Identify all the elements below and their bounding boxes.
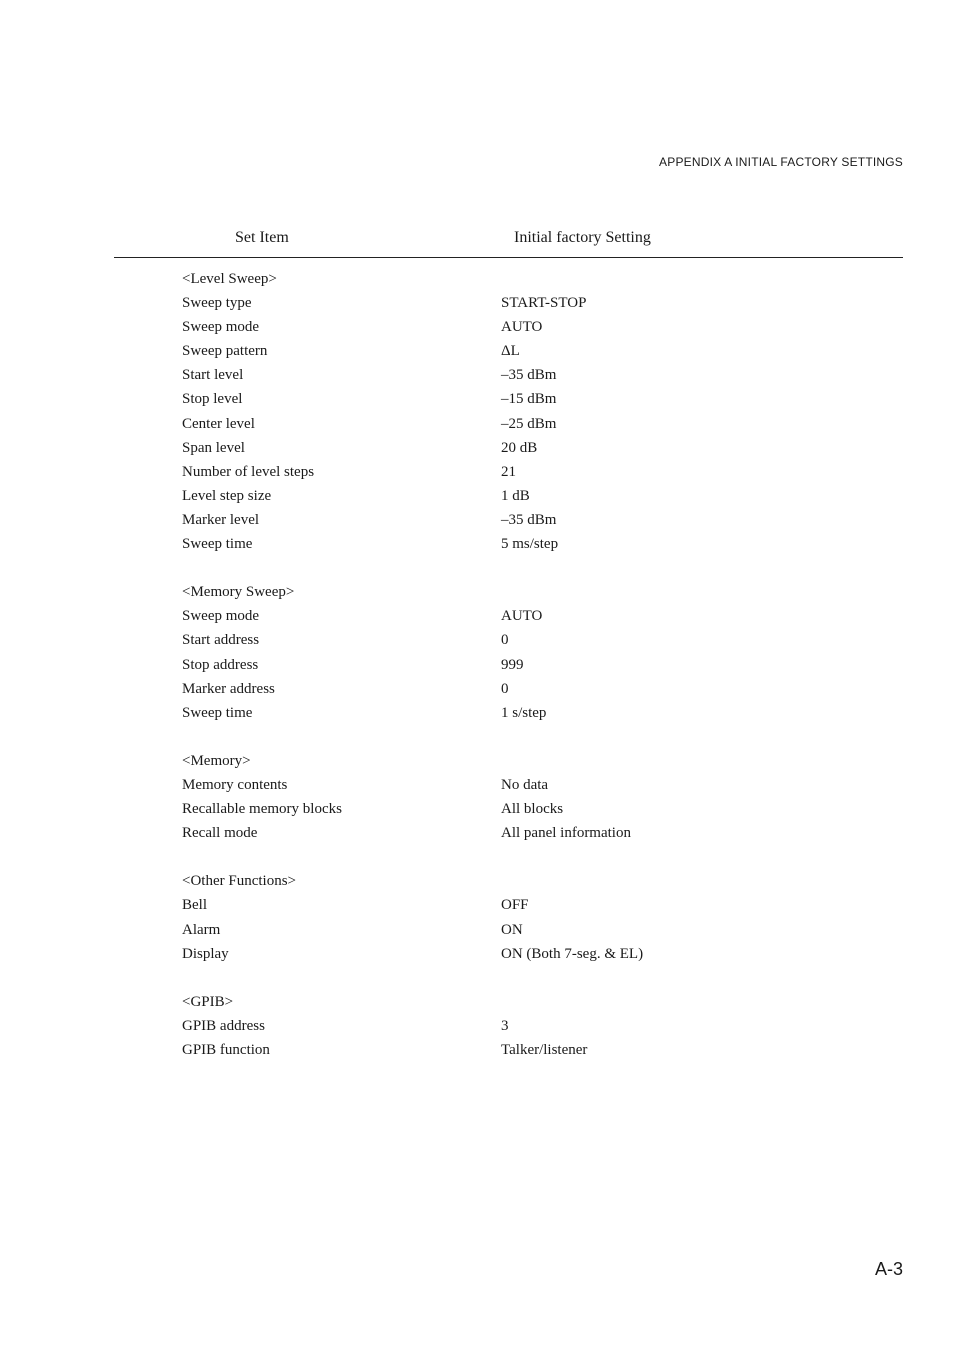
table-row: [0, 339, 954, 363]
set-item-label: Marker level: [182, 511, 260, 528]
section-heading: <Other Functions>: [182, 873, 296, 890]
set-item-label: Sweep time: [182, 704, 253, 721]
setting-value: ON: [501, 921, 523, 938]
set-item-label: Memory contents: [182, 776, 288, 793]
table-row: [0, 821, 954, 845]
setting-value: 0: [501, 632, 509, 649]
setting-value: ON (Both 7-seg. & EL): [501, 945, 644, 962]
table-row: [0, 460, 954, 484]
spacer-row: [0, 556, 954, 580]
table-row: [0, 363, 954, 387]
setting-value: 21: [501, 463, 516, 480]
table-row: [0, 387, 954, 411]
set-item-label: Center level: [182, 415, 255, 432]
section-heading-row: [0, 990, 954, 1014]
section-heading-row: [0, 267, 954, 291]
table-row: [0, 797, 954, 821]
table-row: [0, 604, 954, 628]
setting-value: All panel information: [501, 825, 631, 842]
set-item-label: Start address: [182, 632, 260, 649]
set-item-label: Span level: [182, 439, 245, 456]
section-heading: <Level Sweep>: [182, 271, 277, 287]
setting-value: Talker/listener: [501, 1042, 588, 1058]
set-item-label: Sweep type: [182, 295, 252, 312]
setting-value: 20 dB: [501, 439, 538, 456]
setting-value: 1 dB: [501, 487, 530, 504]
settings-table: [0, 267, 954, 1062]
section-heading-row: [0, 869, 954, 893]
table-row: [0, 893, 954, 917]
table-row: [0, 1014, 954, 1038]
table-row: [0, 508, 954, 532]
setting-value: –25 dBm: [501, 415, 557, 432]
set-item-label: Number of level steps: [182, 463, 315, 480]
table-row: [0, 677, 954, 701]
setting-value: –35 dBm: [501, 367, 557, 384]
set-item-label: GPIB function: [182, 1042, 270, 1058]
section-heading: <GPIB>: [182, 993, 234, 1010]
setting-value: ΔL: [501, 343, 520, 360]
spacer-row: [0, 725, 954, 749]
table-row: [0, 315, 954, 339]
setting-value: –35 dBm: [501, 511, 557, 528]
spacer-row: [0, 845, 954, 869]
set-item-label: Sweep mode: [182, 608, 260, 625]
set-item-label: Stop level: [182, 391, 243, 408]
table-row: [0, 1038, 954, 1062]
setting-value: 5 ms/step: [501, 536, 559, 553]
setting-value: All blocks: [501, 801, 564, 818]
setting-value: 1 s/step: [501, 704, 547, 721]
set-item-label: Display: [182, 945, 229, 962]
running-head: APPENDIX A INITIAL FACTORY SETTINGS: [659, 155, 903, 169]
setting-value: 3: [501, 1017, 509, 1034]
setting-value: OFF: [501, 897, 529, 914]
table-row: [0, 628, 954, 652]
column-header-set-item: Set Item: [235, 229, 289, 246]
setting-value: START-STOP: [501, 295, 587, 312]
setting-value: AUTO: [501, 319, 543, 336]
table-row: [0, 773, 954, 797]
set-item-label: Start level: [182, 367, 244, 384]
setting-value: No data: [501, 776, 549, 793]
section-heading-row: [0, 580, 954, 604]
set-item-label: Bell: [182, 897, 207, 914]
set-item-label: Stop address: [182, 656, 259, 673]
table-row: [0, 942, 954, 966]
column-header-initial-setting: Initial factory Setting: [514, 229, 651, 246]
setting-value: AUTO: [501, 608, 543, 625]
table-row: [0, 701, 954, 725]
header-rule: [114, 257, 903, 258]
set-item-label: Alarm: [182, 921, 221, 938]
section-heading-row: [0, 749, 954, 773]
table-row: [0, 436, 954, 460]
section-heading: <Memory>: [182, 752, 251, 769]
set-item-label: Sweep pattern: [182, 343, 268, 360]
set-item-label: Sweep mode: [182, 319, 260, 336]
set-item-label: Marker address: [182, 680, 275, 697]
table-row: [0, 484, 954, 508]
table-row: [0, 412, 954, 436]
set-item-label: Level step size: [182, 487, 272, 504]
set-item-label: Sweep time: [182, 536, 253, 553]
table-row: [0, 291, 954, 315]
section-heading: <Memory Sweep>: [182, 584, 295, 601]
set-item-label: Recall mode: [182, 825, 258, 842]
page-number: A-3: [874, 1259, 903, 1279]
setting-value: –15 dBm: [501, 391, 557, 408]
table-row: [0, 918, 954, 942]
set-item-label: GPIB address: [182, 1017, 265, 1034]
set-item-label: Recallable memory blocks: [182, 801, 342, 818]
setting-value: 0: [501, 680, 509, 697]
table-row: [0, 653, 954, 677]
spacer-row: [0, 966, 954, 990]
table-row: [0, 532, 954, 556]
setting-value: 999: [501, 656, 524, 673]
